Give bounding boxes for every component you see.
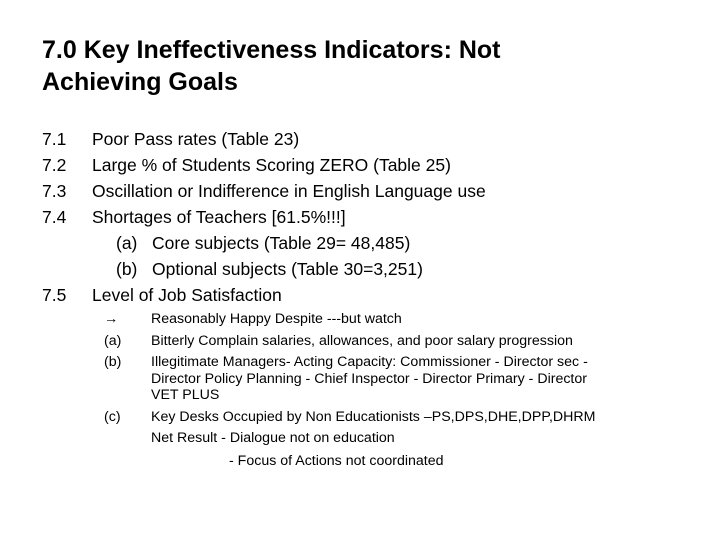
sub-item [42, 230, 682, 256]
item-text: Level of Job Satisfaction [92, 285, 282, 305]
detail-text: VET PLUS [151, 387, 220, 403]
detail-item [104, 409, 684, 426]
list-item [42, 126, 682, 152]
slide-title [42, 34, 682, 98]
detail-marker: (b) [104, 354, 122, 370]
detail-item [104, 354, 684, 404]
item-text: Oscillation or Indifference in English Language use [92, 181, 486, 201]
sub-item-text: Optional subjects (Table 30=3,251) [152, 259, 423, 279]
detail-text: Key Desks Occupied by Non Educationists –PS,DPS,DHE,DPP,DHRM [151, 408, 596, 425]
net-result-line: Net Result - Dialogue not on education [151, 430, 395, 446]
item-text: Shortages of Teachers [61.5%!!!] [92, 207, 346, 227]
detail-text: Director Policy Planning - Chief Inspector - Director Primary - Director [151, 370, 587, 387]
sub-item [42, 256, 682, 282]
list-item [42, 178, 682, 204]
item-text: Large % of Students Scoring ZERO (Table 25) [92, 155, 451, 175]
title-line-2: Achieving Goals [42, 68, 238, 96]
list-item [42, 204, 682, 230]
detail-text: Illegitimate Managers- Acting Capacity: Commissioner - Director sec - [151, 354, 588, 370]
list-item [42, 282, 682, 308]
title-line-1: 7.0 Key Ineffectiveness Indicators: Not [42, 36, 501, 64]
item-number: 7.1 [42, 129, 67, 149]
detail-item [104, 311, 684, 328]
sub-item-text: Core subjects (Table 29= 48,485) [152, 233, 411, 253]
item-number: 7.4 [42, 207, 67, 227]
detail-text: Bitterly Complain salaries, allowances, and poor salary progression [151, 332, 573, 349]
detail-text: Reasonably Happy Despite ---but watch [151, 311, 402, 327]
net-result-line: - Focus of Actions not coordinated [229, 452, 444, 469]
detail-marker: (a) [104, 332, 122, 349]
item-number: 7.5 [42, 285, 67, 305]
detail-marker: (c) [104, 408, 121, 425]
sub-item-marker: (a) [116, 233, 138, 253]
item-number: 7.3 [42, 181, 67, 201]
sub-item-marker: (b) [116, 259, 138, 279]
list-item [42, 152, 682, 178]
detail-item [104, 333, 684, 350]
net-result [151, 430, 684, 469]
job-satisfaction-details [104, 311, 684, 469]
indicator-list [42, 126, 682, 308]
arrow-icon: → [104, 311, 119, 327]
item-number: 7.2 [42, 155, 67, 175]
item-text: Poor Pass rates (Table 23) [92, 129, 300, 149]
